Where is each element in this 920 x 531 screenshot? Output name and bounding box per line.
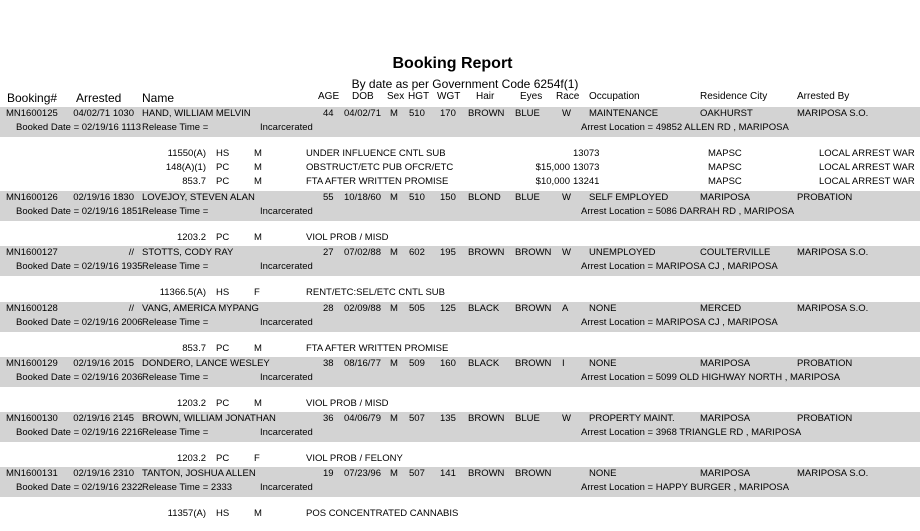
cell-arrested_by: MARIPOSA S.O. bbox=[797, 303, 869, 314]
release-time: Release Time = bbox=[142, 261, 209, 272]
cell-eyes: BROWN bbox=[515, 303, 552, 314]
cell-occupation: NONE bbox=[589, 303, 617, 314]
charge-level: F bbox=[254, 287, 260, 298]
cell-occupation: SELF EMPLOYED bbox=[589, 192, 669, 203]
charge-description: POS CONCENTRATED CANNABIS bbox=[306, 508, 459, 519]
charge-warrant: LOCAL ARREST WAR bbox=[819, 176, 915, 187]
cell-arrested_by: PROBATION bbox=[797, 413, 853, 424]
header-sex: Sex bbox=[387, 91, 405, 102]
release-time: Release Time = bbox=[142, 372, 209, 383]
cell-arrested_by: MARIPOSA S.O. bbox=[797, 468, 869, 479]
arrest-location: Arrest Location = 5086 DARRAH RD , MARIPOSA bbox=[581, 206, 795, 217]
cell-hair: BROWN bbox=[468, 247, 505, 258]
charge-type: PC bbox=[216, 398, 230, 409]
cell-name: VANG, AMERICA MYPANG bbox=[142, 303, 259, 314]
status-incarcerated: Incarcerated bbox=[260, 372, 313, 383]
cell-occupation: PROPERTY MAINT. bbox=[589, 413, 675, 424]
cell-city: MARIPOSA bbox=[700, 358, 751, 369]
cell-arrested: // bbox=[128, 247, 134, 258]
cell-dob: 02/09/88 bbox=[344, 303, 381, 314]
cell-hgt: 507 bbox=[409, 468, 425, 479]
cell-city: OAKHURST bbox=[700, 108, 753, 119]
report-title: Booking Report bbox=[392, 55, 513, 72]
arrest-location: Arrest Location = HAPPY BURGER , MARIPOSA bbox=[581, 482, 790, 493]
cell-age: 44 bbox=[323, 108, 334, 119]
charge-description: RENT/ETC:SEL/ETC CNTL SUB bbox=[306, 287, 446, 298]
charge-case: 13073 bbox=[573, 148, 600, 159]
cell-wgt: 160 bbox=[440, 358, 456, 369]
charge-agency: MAPSC bbox=[708, 162, 742, 173]
charge-bail: $15,000 bbox=[535, 162, 570, 173]
charge-case: 13241 bbox=[573, 176, 600, 187]
header-hgt: HGT bbox=[408, 91, 430, 102]
header-arrested: Arrested bbox=[76, 91, 122, 105]
charge-code: 1203.2 bbox=[176, 232, 206, 243]
charge-bail: $10,000 bbox=[535, 176, 570, 187]
cell-arrested_by: PROBATION bbox=[797, 192, 853, 203]
charge-type: HS bbox=[216, 148, 230, 159]
cell-occupation: UNEMPLOYED bbox=[589, 247, 656, 258]
status-incarcerated: Incarcerated bbox=[260, 261, 313, 272]
cell-age: 55 bbox=[323, 192, 334, 203]
cell-booking: MN1600130 bbox=[6, 413, 58, 424]
charge-type: PC bbox=[216, 343, 230, 354]
cell-wgt: 170 bbox=[440, 108, 456, 119]
charge-description: FTA AFTER WRITTEN PROMISE bbox=[306, 343, 449, 354]
cell-eyes: BROWN bbox=[515, 468, 552, 479]
cell-race: W bbox=[562, 192, 571, 203]
cell-occupation: MAINTENANCE bbox=[589, 108, 659, 119]
cell-wgt: 141 bbox=[440, 468, 456, 479]
charge-type: HS bbox=[216, 287, 230, 298]
cell-dob: 04/02/71 bbox=[344, 108, 381, 119]
cell-race: W bbox=[562, 247, 571, 258]
cell-sex: M bbox=[390, 468, 398, 479]
cell-race: A bbox=[562, 303, 569, 314]
cell-wgt: 135 bbox=[440, 413, 456, 424]
cell-dob: 04/06/79 bbox=[344, 413, 381, 424]
cell-city: MARIPOSA bbox=[700, 192, 751, 203]
cell-age: 28 bbox=[323, 303, 334, 314]
header-city: Residence City bbox=[700, 91, 768, 102]
cell-age: 36 bbox=[323, 413, 334, 424]
cell-hgt: 510 bbox=[409, 192, 425, 203]
release-time: Release Time = bbox=[142, 427, 209, 438]
cell-race: W bbox=[562, 413, 571, 424]
charge-agency: MAPSC bbox=[708, 148, 742, 159]
booked-date: Booked Date = 02/19/16 2006 bbox=[16, 317, 143, 328]
charge-description: VIOL PROB / MISD bbox=[306, 398, 389, 409]
header-occupation: Occupation bbox=[589, 91, 640, 102]
cell-name: TANTON, JOSHUA ALLEN bbox=[142, 468, 256, 479]
charge-level: M bbox=[254, 398, 262, 409]
status-incarcerated: Incarcerated bbox=[260, 206, 313, 217]
cell-hair: BLACK bbox=[468, 358, 500, 369]
booked-date: Booked Date = 02/19/16 2216 bbox=[16, 427, 143, 438]
release-time: Release Time = bbox=[142, 206, 209, 217]
booked-date: Booked Date = 02/19/16 2036 bbox=[16, 372, 143, 383]
cell-hair: BROWN bbox=[468, 468, 505, 479]
cell-sex: M bbox=[390, 413, 398, 424]
charge-code: 11550(A) bbox=[167, 148, 206, 159]
cell-arrested_by: MARIPOSA S.O. bbox=[797, 108, 869, 119]
release-time: Release Time = bbox=[142, 317, 209, 328]
cell-occupation: NONE bbox=[589, 358, 617, 369]
cell-sex: M bbox=[390, 247, 398, 258]
header-eyes: Eyes bbox=[520, 91, 543, 102]
charge-type: PC bbox=[216, 162, 230, 173]
cell-sex: M bbox=[390, 358, 398, 369]
cell-city: MARIPOSA bbox=[700, 468, 751, 479]
cell-name: STOTTS, CODY RAY bbox=[142, 247, 234, 258]
cell-age: 19 bbox=[323, 468, 334, 479]
cell-booking: MN1600125 bbox=[6, 108, 58, 119]
booked-date: Booked Date = 02/19/16 1851 bbox=[16, 206, 143, 217]
cell-hgt: 602 bbox=[409, 247, 425, 258]
charge-code: 1203.2 bbox=[176, 453, 206, 464]
charge-level: M bbox=[254, 343, 262, 354]
cell-arrested_by: PROBATION bbox=[797, 358, 853, 369]
cell-arrested: 02/19/16 1830 bbox=[73, 192, 134, 203]
charge-level: F bbox=[254, 453, 260, 464]
charge-description: VIOL PROB / FELONY bbox=[306, 453, 403, 464]
cell-name: LOVEJOY, STEVEN ALAN bbox=[142, 192, 255, 203]
release-time: Release Time = bbox=[142, 122, 209, 133]
cell-hgt: 510 bbox=[409, 108, 425, 119]
header-wgt: WGT bbox=[437, 91, 461, 102]
cell-dob: 10/18/60 bbox=[344, 192, 381, 203]
charge-code: 853.7 bbox=[182, 343, 206, 354]
cell-arrested_by: MARIPOSA S.O. bbox=[797, 247, 869, 258]
booked-date: Booked Date = 02/19/16 2322 bbox=[16, 482, 143, 493]
header-age: AGE bbox=[318, 91, 340, 102]
charge-level: M bbox=[254, 162, 262, 173]
charge-type: PC bbox=[216, 453, 230, 464]
charge-description: VIOL PROB / MISD bbox=[306, 232, 389, 243]
cell-city: COULTERVILLE bbox=[700, 247, 771, 258]
header-booking: Booking# bbox=[7, 91, 58, 105]
arrest-location: Arrest Location = MARIPOSA CJ , MARIPOSA bbox=[581, 317, 778, 328]
status-incarcerated: Incarcerated bbox=[260, 482, 313, 493]
charge-agency: MAPSC bbox=[708, 176, 742, 187]
booked-date: Booked Date = 02/19/16 1935 bbox=[16, 261, 143, 272]
cell-arrested: 04/02/71 1030 bbox=[73, 108, 134, 119]
arrest-location: Arrest Location = MARIPOSA CJ , MARIPOSA bbox=[581, 261, 778, 272]
cell-arrested: 02/19/16 2310 bbox=[73, 468, 134, 479]
cell-eyes: BROWN bbox=[515, 358, 552, 369]
cell-name: BROWN, WILLIAM JONATHAN bbox=[142, 413, 276, 424]
cell-booking: MN1600127 bbox=[6, 247, 58, 258]
charge-description: OBSTRUCT/ETC PUB OFCR/ETC bbox=[306, 162, 454, 173]
cell-name: HAND, WILLIAM MELVIN bbox=[142, 108, 251, 119]
header-dob: DOB bbox=[352, 91, 374, 102]
charge-level: M bbox=[254, 176, 262, 187]
booked-date: Booked Date = 02/19/16 1113 bbox=[16, 122, 142, 133]
cell-arrested: // bbox=[128, 303, 134, 314]
charge-description: FTA AFTER WRITTEN PROMISE bbox=[306, 176, 449, 187]
cell-sex: M bbox=[390, 303, 398, 314]
status-incarcerated: Incarcerated bbox=[260, 317, 313, 328]
arrest-location: Arrest Location = 49852 ALLEN RD , MARIPOSA bbox=[581, 122, 789, 133]
cell-eyes: BLUE bbox=[515, 192, 540, 203]
cell-hair: BROWN bbox=[468, 413, 505, 424]
cell-dob: 07/02/88 bbox=[344, 247, 381, 258]
cell-booking: MN1600131 bbox=[6, 468, 58, 479]
header-arrested-by: Arrested By bbox=[797, 91, 850, 102]
cell-hair: BLACK bbox=[468, 303, 500, 314]
cell-hgt: 507 bbox=[409, 413, 425, 424]
charge-level: M bbox=[254, 232, 262, 243]
cell-age: 27 bbox=[323, 247, 334, 258]
cell-hgt: 505 bbox=[409, 303, 425, 314]
charge-code: 1203.2 bbox=[176, 398, 206, 409]
charge-code: 148(A)(1) bbox=[165, 162, 206, 173]
status-incarcerated: Incarcerated bbox=[260, 427, 313, 438]
arrest-location: Arrest Location = 5099 OLD HIGHWAY NORTH , MARIPOSA bbox=[581, 372, 841, 383]
charge-description: UNDER INFLUENCE CNTL SUB bbox=[306, 148, 446, 159]
header-name: Name bbox=[142, 91, 175, 105]
cell-age: 38 bbox=[323, 358, 334, 369]
header-race: Race bbox=[556, 91, 580, 102]
cell-name: DONDERO, LANCE WESLEY bbox=[142, 358, 270, 369]
cell-eyes: BLUE bbox=[515, 108, 540, 119]
cell-wgt: 195 bbox=[440, 247, 456, 258]
charge-warrant: LOCAL ARREST WAR bbox=[819, 162, 915, 173]
charge-type: PC bbox=[216, 232, 230, 243]
charge-code: 11366.5(A) bbox=[159, 287, 206, 298]
report-subtitle: By date as per Government Code 6254f(1) bbox=[351, 77, 579, 91]
cell-sex: M bbox=[390, 108, 398, 119]
charge-code: 11357(A) bbox=[167, 508, 206, 519]
charge-level: M bbox=[254, 148, 262, 159]
charge-type: HS bbox=[216, 508, 230, 519]
cell-hair: BROWN bbox=[468, 108, 505, 119]
charge-type: PC bbox=[216, 176, 230, 187]
charge-code: 853.7 bbox=[182, 176, 206, 187]
cell-dob: 07/23/96 bbox=[344, 468, 381, 479]
cell-sex: M bbox=[390, 192, 398, 203]
cell-hgt: 509 bbox=[409, 358, 425, 369]
header-hair: Hair bbox=[476, 91, 495, 102]
cell-arrested: 02/19/16 2145 bbox=[73, 413, 134, 424]
cell-dob: 08/16/77 bbox=[344, 358, 381, 369]
cell-eyes: BROWN bbox=[515, 247, 552, 258]
cell-wgt: 150 bbox=[440, 192, 456, 203]
cell-hair: BLOND bbox=[468, 192, 501, 203]
cell-eyes: BLUE bbox=[515, 413, 540, 424]
cell-city: MERCED bbox=[700, 303, 742, 314]
charge-level: M bbox=[254, 508, 262, 519]
release-time: Release Time = 2333 bbox=[142, 482, 233, 493]
cell-booking: MN1600126 bbox=[6, 192, 58, 203]
charge-case: 13073 bbox=[573, 162, 600, 173]
cell-race: W bbox=[562, 108, 571, 119]
arrest-location: Arrest Location = 3968 TRIANGLE RD , MARIPOSA bbox=[581, 427, 802, 438]
charge-warrant: LOCAL ARREST WAR bbox=[819, 148, 915, 159]
cell-occupation: NONE bbox=[589, 468, 617, 479]
cell-wgt: 125 bbox=[440, 303, 456, 314]
cell-city: MARIPOSA bbox=[700, 413, 751, 424]
cell-booking: MN1600129 bbox=[6, 358, 58, 369]
status-incarcerated: Incarcerated bbox=[260, 122, 313, 133]
cell-race: I bbox=[562, 358, 565, 369]
cell-arrested: 02/19/16 2015 bbox=[73, 358, 134, 369]
cell-booking: MN1600128 bbox=[6, 303, 58, 314]
